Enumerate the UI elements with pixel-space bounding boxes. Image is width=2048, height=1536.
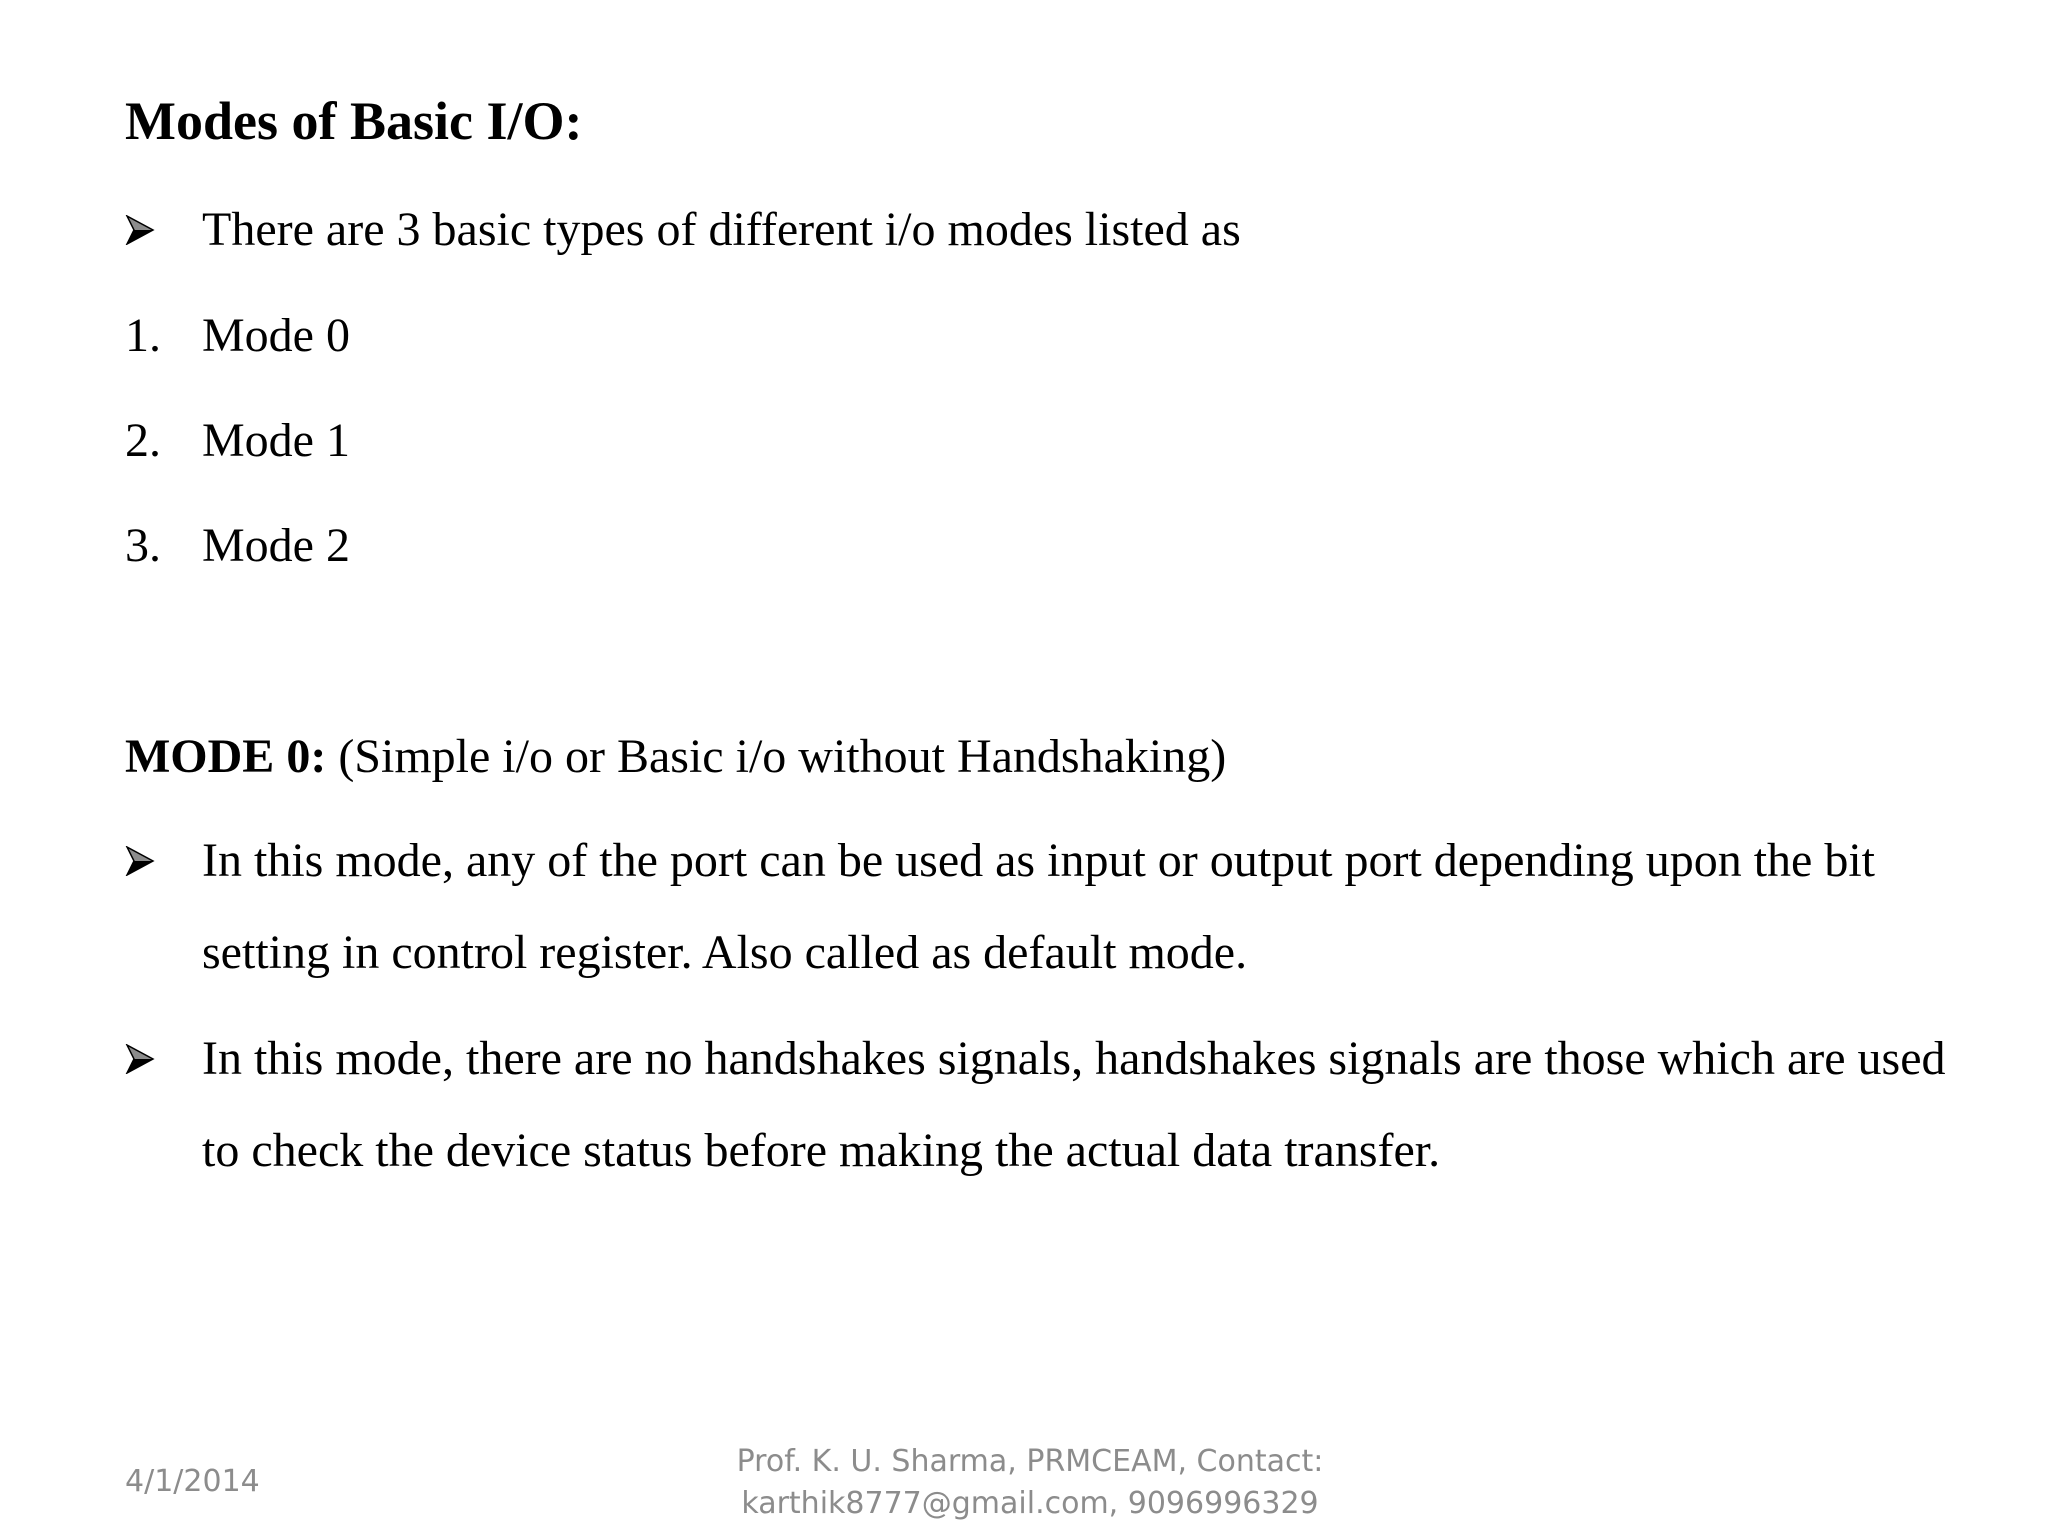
mode0-heading-text: (Simple i/o or Basic i/o without Handshaking) <box>326 730 1227 783</box>
mode0-heading <box>125 711 1226 803</box>
slide-title: Modes of Basic I/O: <box>125 91 583 151</box>
mode0-heading-label: MODE 0: <box>125 730 327 783</box>
mode0-bullet <box>125 815 1965 999</box>
footer-contact-line: karthik8777@gmail.com, 9096996329 <box>741 1486 1319 1521</box>
list-item-label: Mode 0 <box>202 309 350 362</box>
mode0-bullet <box>125 1013 1965 1197</box>
arrowhead-bullet-icon <box>125 1013 195 1105</box>
footer-date: 4/1/2014 <box>125 1464 260 1499</box>
list-item-label: Mode 2 <box>202 519 350 572</box>
mode0-bullet-text: In this mode, there are no handshakes signals, handshakes signals are those which are used to check the device status before making the actual data transfer. <box>202 1032 1946 1177</box>
list-item-label: Mode 1 <box>202 414 350 467</box>
footer-author <box>700 1441 1360 1525</box>
list-item-number: 1. <box>125 309 161 362</box>
intro-bullet-text: There are 3 basic types of different i/o modes listed as <box>202 203 1241 256</box>
mode0-bullet-text: In this mode, any of the port can be used as input or output port depending upon the bit setting in control register. Also called as default mode. <box>202 834 1876 979</box>
list-item-number: 2. <box>125 414 161 467</box>
footer-author-line: Prof. K. U. Sharma, PRMCEAM, Contact: <box>736 1444 1324 1479</box>
list-item-number: 3. <box>125 519 161 572</box>
arrowhead-bullet-icon <box>125 815 195 907</box>
arrowhead-bullet-icon <box>125 184 195 276</box>
